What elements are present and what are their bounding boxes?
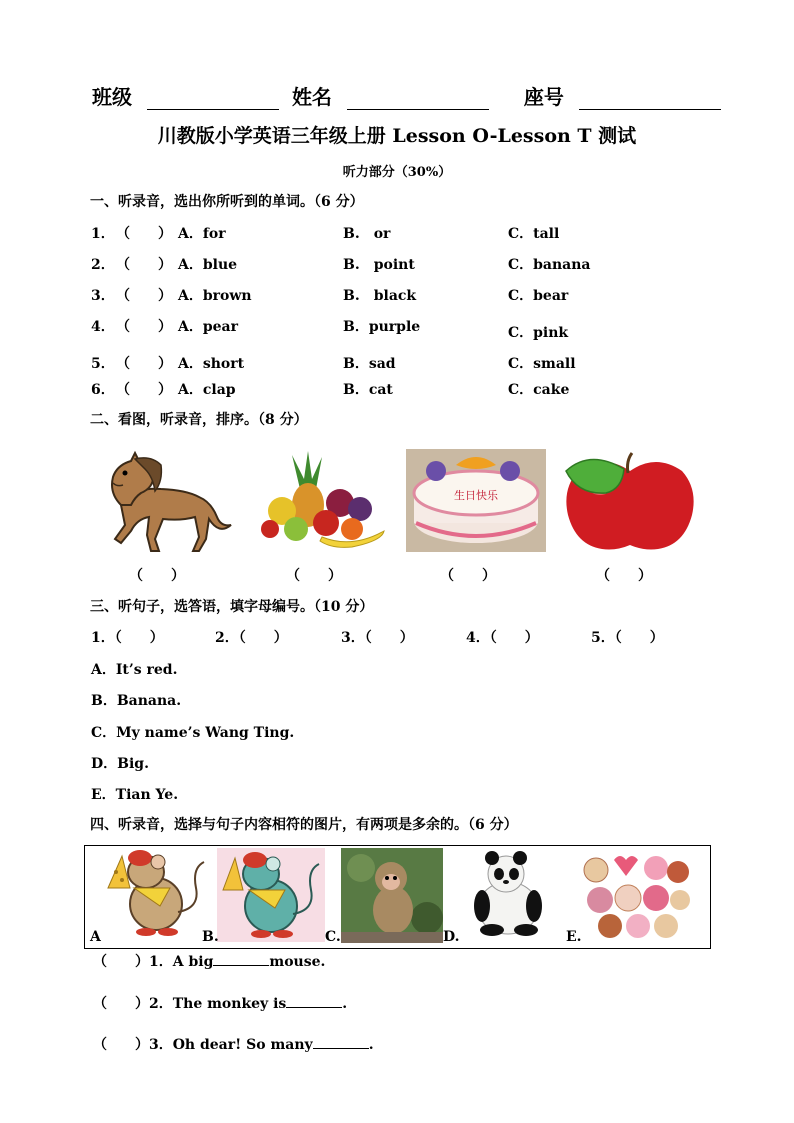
section4-heading: 四、听录音，选择与句子内容相符的图片，有两项是多余的。（6 分） xyxy=(90,817,518,833)
cake-text: 生日快乐 xyxy=(454,489,498,502)
horse-picture xyxy=(91,447,236,557)
name-label: 姓名 xyxy=(291,85,332,109)
order-paren-1[interactable]: （ ） xyxy=(129,568,185,584)
seat-blank[interactable] xyxy=(579,89,721,110)
response-option-e: E．Tian Ye. xyxy=(91,787,179,803)
answer-paren[interactable]: （ ） xyxy=(116,288,172,304)
horse-icon xyxy=(91,447,236,557)
seat-label: 座号 xyxy=(523,85,564,109)
mouse-icon xyxy=(100,848,210,940)
class-blank[interactable] xyxy=(147,89,279,110)
answer-paren[interactable]: （ ） xyxy=(116,226,172,242)
monkey-icon xyxy=(341,848,443,943)
fill-blank[interactable] xyxy=(286,993,342,1008)
fruit-icon xyxy=(252,449,392,551)
option-a: A．brown xyxy=(178,288,252,304)
fruit-basket-picture xyxy=(252,449,392,551)
sentence-item-3 xyxy=(93,1034,374,1054)
answer-paren[interactable]: （ ） xyxy=(116,319,172,335)
picture-label-e: E. xyxy=(566,929,582,945)
response-option-c: C．My name’s Wang Ting. xyxy=(91,725,295,741)
question-number: 5． xyxy=(91,356,115,372)
panda-icon xyxy=(464,848,549,936)
answer-blank-5[interactable]: 5．（ ） xyxy=(591,630,664,646)
sentence-end: . xyxy=(342,996,348,1012)
cakes-icon xyxy=(580,850,692,942)
sentence-text: 3．Oh dear! So many xyxy=(149,1037,313,1053)
response-option-d: D．Big. xyxy=(91,756,149,772)
question-number: 3． xyxy=(91,288,115,304)
option-c: C．bear xyxy=(508,288,569,304)
option-a: A．blue xyxy=(178,257,238,273)
option-a: A．clap xyxy=(178,382,236,398)
option-c: C．small xyxy=(508,356,576,372)
answer-paren[interactable]: （ ） xyxy=(116,382,172,398)
sentence-paren[interactable]: （ ） xyxy=(93,1037,149,1053)
option-c: C．cake xyxy=(508,382,570,398)
order-paren-4[interactable]: （ ） xyxy=(596,568,652,584)
option-b: B. black xyxy=(343,288,417,304)
option-b: B．cat xyxy=(343,382,393,398)
answer-blank-1[interactable]: 1．（ ） xyxy=(91,630,164,646)
cake-icon xyxy=(406,449,546,552)
option-b: B．sad xyxy=(343,356,396,372)
sentence-end: . xyxy=(368,1037,374,1053)
option-c: C．tall xyxy=(508,226,560,242)
sentence-paren[interactable]: （ ） xyxy=(93,996,149,1012)
answer-blank-2[interactable]: 2．（ ） xyxy=(215,630,288,646)
option-a: A．for xyxy=(178,226,226,242)
response-option-a: A．It’s red. xyxy=(91,662,178,678)
option-a: A．pear xyxy=(178,319,239,335)
order-paren-2[interactable]: （ ） xyxy=(286,568,342,584)
option-b: B．purple xyxy=(343,319,421,335)
sentence-text: 1．A big xyxy=(149,954,214,970)
small-mouse-picture xyxy=(217,848,325,942)
big-mouse-picture xyxy=(100,848,210,940)
sentence-end: mouse. xyxy=(269,954,326,970)
answer-paren[interactable]: （ ） xyxy=(116,356,172,372)
birthday-cake-picture xyxy=(406,449,546,552)
picture-label-d: D. xyxy=(443,929,460,945)
page-subtitle: 听力部分（30%） xyxy=(342,165,452,180)
option-b: B. or xyxy=(343,226,391,242)
question-number: 6． xyxy=(91,382,115,398)
apple-picture xyxy=(560,449,700,552)
apple-icon xyxy=(560,449,700,552)
sentence-item-1 xyxy=(93,951,325,971)
sentence-paren[interactable]: （ ） xyxy=(93,954,149,970)
picture-label-a: A xyxy=(90,929,101,945)
monkey-picture xyxy=(341,848,443,943)
response-option-b: B．Banana. xyxy=(91,693,182,709)
question-number: 1． xyxy=(91,226,115,242)
answer-paren[interactable]: （ ） xyxy=(116,257,172,273)
picture-label-c: C. xyxy=(325,929,341,945)
fill-blank[interactable] xyxy=(313,1034,369,1049)
mouse-icon xyxy=(217,848,325,942)
sentence-text: 2．The monkey is xyxy=(149,996,287,1012)
section1-heading: 一、听录音，选出你所听到的单词。（6 分） xyxy=(90,194,364,210)
order-paren-3[interactable]: （ ） xyxy=(440,568,496,584)
answer-blank-3[interactable]: 3．（ ） xyxy=(341,630,414,646)
section2-heading: 二、看图，听录音，排序。（8 分） xyxy=(90,412,308,428)
option-c: C．pink xyxy=(508,325,569,341)
question-number: 4． xyxy=(91,319,115,335)
option-c: C．banana xyxy=(508,257,591,273)
section3-heading: 三、听句子，选答语，填字母编号。（10 分） xyxy=(90,599,374,615)
option-b: B. point xyxy=(343,257,415,273)
fill-blank[interactable] xyxy=(213,951,269,966)
cakes-picture xyxy=(580,850,692,942)
student-info-line xyxy=(92,81,721,110)
sentence-item-2 xyxy=(93,993,347,1013)
page-title: 川教版小学英语三年级上册 Lesson O-Lesson T 测试 xyxy=(157,125,637,147)
name-blank[interactable] xyxy=(347,89,489,110)
class-label: 班级 xyxy=(92,85,132,109)
question-number: 2． xyxy=(91,257,115,273)
picture-label-b: B. xyxy=(202,929,219,945)
panda-picture xyxy=(464,848,549,936)
option-a: A．short xyxy=(178,356,245,372)
answer-blank-4[interactable]: 4．（ ） xyxy=(466,630,539,646)
